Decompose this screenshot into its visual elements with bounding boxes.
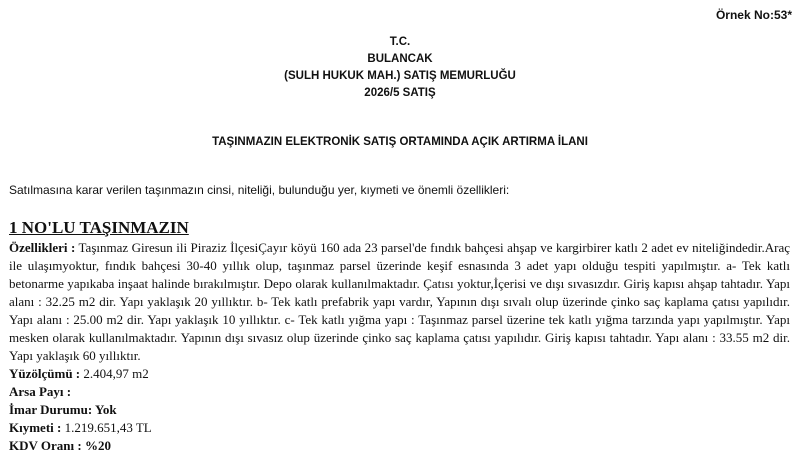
land-share-label: Arsa Payı : <box>9 384 72 399</box>
sample-number: Örnek No:53* <box>715 8 792 22</box>
property-section <box>9 217 790 455</box>
zoning-label: İmar Durumu: <box>9 402 93 417</box>
features-label: Özellikleri : <box>9 240 76 255</box>
vat-row <box>9 437 790 455</box>
header-file-number: 2026/5 SATIŞ <box>364 87 436 99</box>
area-row <box>9 365 790 383</box>
announcement-title: TAŞINMAZIN ELEKTRONİK SATIŞ ORTAMINDA AÇIK ARTIRMA İLANI <box>212 136 588 148</box>
area-label: Yüzölçümü : <box>9 366 81 381</box>
value-row <box>9 419 790 437</box>
header-office: (SULH HUKUK MAH.) SATIŞ MEMURLUĞU <box>284 70 516 82</box>
land-share-row <box>9 383 790 401</box>
zoning-row <box>9 401 790 419</box>
value-amount: 1.219.651,43 TL <box>61 420 152 435</box>
value-label: Kıymeti : <box>9 420 62 435</box>
document-header <box>0 34 800 102</box>
header-country: T.C. <box>389 36 411 48</box>
zoning-value: Yok <box>92 402 117 417</box>
features-text: Taşınmaz Giresun ili Piraziz İlçesiÇayır köyü 160 ada 23 parsel'de fındık bahçesi ahşap ve kargirbirer katlı 2 adet ev niteliğindedir.Araç ile ulaşımyoktur, fındık bahçesi 30-40 yıllık olup, taşınmaz parsel üzerinde keşif esnasında 3 adet yapı olduğu tespiti yapılmıştır. a- Tek katlı betonarme yapıkaba inşaat halinde bırakılmıştır. Depo olarak kullanılmaktadır. Çatısı yoktur,İçerisi ve dışı sıvasızdır. Giriş kapısı ahşap tahtadır. Yapı alanı : 32.25 m2 dir. Yapı yaklaşık 20 yıllıktır. b- Tek katlı prefabrik yapı vardır, Yapının dışı sıvalı olup üzerinde çinko saç kaplama çatısı yapılıdır. Yapı alanı : 25.00 m2 dir. Yapı yaklaşık 10 yıllıktır. c- Tek katlı yığma yapı : Taşınmaz parsel üzerine tek katlı yığma tarzında yapı yapılmıştır. Yapı mesken olarak kullanılmaktadır. Yapının dışı sıvasız olup üzerinde çinko saç kaplama çatısı yapılıdır. Giriş kapısı tahtadır. Yapı alanı : 33.55 m2 dir. Yapı yaklaşık 60 yıllıktır. <box>9 240 790 363</box>
intro-text: Satılmasına karar verilen taşınmazın cinsi, niteliği, bulunduğu yer, kıymeti ve önemli özellikleri: <box>9 183 510 197</box>
header-district: BULANCAK <box>367 53 433 65</box>
property-heading: 1 NO'LU TAŞINMAZIN <box>9 218 189 237</box>
area-value: 2.404,97 m2 <box>80 366 149 381</box>
property-description <box>9 239 790 365</box>
vat-value: %20 <box>81 438 111 453</box>
vat-label: KDV Oranı : <box>9 438 82 453</box>
